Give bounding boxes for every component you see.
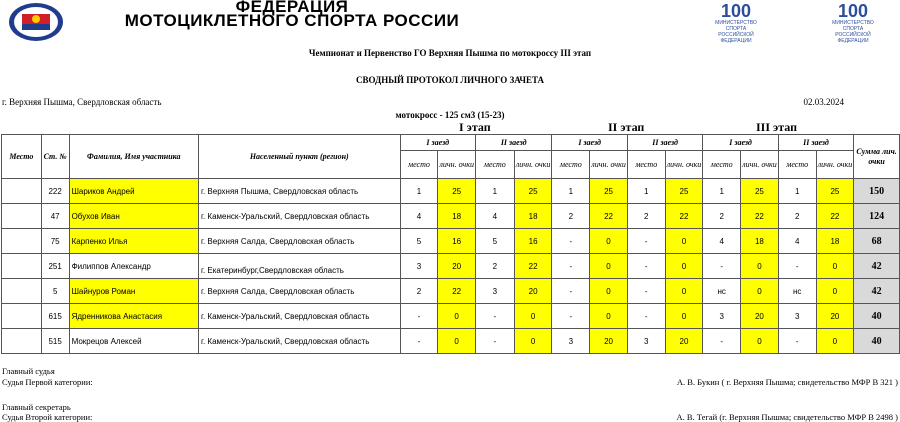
points-cell: 20: [590, 329, 628, 354]
rider-name-cell: Обухов Иван: [69, 204, 198, 229]
points-cell: 22: [514, 254, 552, 279]
position-cell: -: [475, 304, 514, 329]
col-s3-race2: II заезд: [778, 135, 853, 151]
points-cell: 0: [665, 254, 703, 279]
points-cell: 0: [741, 329, 779, 354]
col-points: личн. очки: [741, 151, 779, 179]
position-cell: 5: [400, 229, 438, 254]
place-cell: [2, 279, 42, 304]
table-row: [2, 229, 900, 254]
points-cell: 20: [514, 279, 552, 304]
total-cell: 68: [854, 229, 900, 254]
table-row: [2, 304, 900, 329]
col-s3-race1: I заезд: [703, 135, 778, 151]
start-number-cell: 222: [41, 179, 69, 204]
position-cell: 1: [703, 179, 741, 204]
position-cell: 4: [475, 204, 514, 229]
col-points: личн. очки: [816, 151, 854, 179]
col-position: место: [627, 151, 665, 179]
position-cell: нс: [703, 279, 741, 304]
rider-name-cell: Мокрецов Алексей: [69, 329, 198, 354]
championship-title: Чемпионат и Первенство ГО Верхняя Пышма по мотокроссу III этап: [308, 48, 592, 58]
points-cell: 0: [741, 279, 779, 304]
table-row: [2, 254, 900, 279]
points-cell: 18: [514, 204, 552, 229]
rider-name-cell: Шариков Андрей: [69, 179, 198, 204]
chief-secretary-label: Главный секретарь: [2, 402, 71, 412]
centenary-badge-1: 100 МИНИСТЕРСТВО СПОРТА РОССИЙСКОЙ ФЕДЕРАЦИИ: [715, 1, 757, 44]
position-cell: 5: [475, 229, 514, 254]
points-cell: 22: [816, 204, 854, 229]
position-cell: -: [703, 254, 741, 279]
points-cell: 22: [741, 204, 779, 229]
points-cell: 25: [438, 179, 476, 204]
position-cell: -: [552, 229, 590, 254]
table-row: [2, 179, 900, 204]
position-cell: -: [400, 329, 438, 354]
position-cell: 2: [552, 204, 590, 229]
points-cell: 0: [816, 279, 854, 304]
points-cell: 18: [816, 229, 854, 254]
points-cell: 22: [665, 204, 703, 229]
col-s1-race2: II заезд: [475, 135, 551, 151]
points-cell: 0: [816, 329, 854, 354]
start-number-cell: 615: [41, 304, 69, 329]
position-cell: 2: [778, 204, 816, 229]
col-locality: Населенный пункт (регион): [199, 135, 401, 179]
col-place: Место: [2, 135, 42, 179]
col-position: место: [703, 151, 741, 179]
chief-judge-name: А. В. Букин ( г. Верхняя Пышма; свидетельство МФР В 321 ): [676, 377, 898, 387]
position-cell: 2: [475, 254, 514, 279]
locality-cell: г. Каменск-Уральский, Свердловская область: [199, 304, 401, 329]
protocol-title: СВОДНЫЙ ПРОТОКОЛ ЛИЧНОГО ЗАЧЕТА: [355, 75, 545, 85]
col-s2-race2: II заезд: [627, 135, 702, 151]
place-cell: [2, 204, 42, 229]
position-cell: -: [627, 229, 665, 254]
points-cell: 20: [438, 254, 476, 279]
position-cell: 3: [552, 329, 590, 354]
table-row: [2, 204, 900, 229]
points-cell: 25: [665, 179, 703, 204]
col-points: личн. очки: [514, 151, 552, 179]
locality-cell: г. Каменск-Уральский, Свердловская область: [199, 329, 401, 354]
place-cell: [2, 229, 42, 254]
points-cell: 18: [741, 229, 779, 254]
total-cell: 42: [854, 254, 900, 279]
col-s2-race1: I заезд: [552, 135, 627, 151]
position-cell: 1: [475, 179, 514, 204]
total-cell: 124: [854, 204, 900, 229]
total-cell: 40: [854, 304, 900, 329]
points-cell: 0: [438, 304, 476, 329]
col-s1-race1: I заезд: [400, 135, 475, 151]
position-cell: 2: [703, 204, 741, 229]
stage-3-title: III этап: [756, 120, 797, 134]
col-position: место: [400, 151, 438, 179]
place-cell: [2, 179, 42, 204]
rider-name-cell: Филиппов Александр: [69, 254, 198, 279]
chief-secretary-name: А. В. Тегай (г. Верхняя Пышма; свидетельство МФР В 2498 ): [676, 412, 898, 422]
col-position: место: [552, 151, 590, 179]
position-cell: -: [475, 329, 514, 354]
position-cell: -: [627, 279, 665, 304]
points-cell: 0: [741, 254, 779, 279]
federation-title: ФЕДЕРАЦИЯ МОТОЦИКЛЕТНОГО СПОРТА РОССИИ: [124, 0, 460, 30]
col-name: Фамилия, Имя участника: [69, 135, 198, 179]
start-number-cell: 47: [41, 204, 69, 229]
start-number-cell: 251: [41, 254, 69, 279]
position-cell: -: [627, 254, 665, 279]
position-cell: -: [552, 279, 590, 304]
col-position: место: [475, 151, 514, 179]
position-cell: 4: [703, 229, 741, 254]
position-cell: 3: [778, 304, 816, 329]
start-number-cell: 75: [41, 229, 69, 254]
points-cell: 0: [590, 279, 628, 304]
col-total: Сумма лич. очки: [854, 135, 900, 179]
position-cell: -: [627, 304, 665, 329]
points-cell: 18: [438, 204, 476, 229]
position-cell: 1: [778, 179, 816, 204]
points-cell: 0: [514, 329, 552, 354]
position-cell: 4: [400, 204, 438, 229]
position-cell: -: [778, 329, 816, 354]
rider-name-cell: Карпенко Илья: [69, 229, 198, 254]
start-number-cell: 515: [41, 329, 69, 354]
position-cell: 1: [627, 179, 665, 204]
points-cell: 0: [816, 254, 854, 279]
place-cell: [2, 304, 42, 329]
total-cell: 40: [854, 329, 900, 354]
col-points: личн. очки: [438, 151, 476, 179]
points-cell: 25: [514, 179, 552, 204]
stage-2-title: II этап: [608, 120, 645, 134]
points-cell: 25: [816, 179, 854, 204]
place-cell: [2, 254, 42, 279]
stage-1-title: I этап: [459, 120, 491, 134]
position-cell: 1: [552, 179, 590, 204]
rider-name-cell: Шайнуров Роман: [69, 279, 198, 304]
position-cell: 3: [703, 304, 741, 329]
event-date: 02.03.2024: [803, 97, 844, 107]
centenary-badge-2: 100 МИНИСТЕРСТВО СПОРТА РОССИЙСКОЙ ФЕДЕРАЦИИ: [832, 1, 874, 44]
points-cell: 25: [590, 179, 628, 204]
col-points: личн. очки: [665, 151, 703, 179]
locality-cell: г. Каменск-Уральский, Свердловская область: [199, 204, 401, 229]
points-cell: 0: [665, 229, 703, 254]
position-cell: 1: [400, 179, 438, 204]
position-cell: -: [400, 304, 438, 329]
table-row: [2, 279, 900, 304]
position-cell: 2: [627, 204, 665, 229]
class-name: мотокросс - 125 см3 (15-23): [395, 110, 505, 120]
place-cell: [2, 329, 42, 354]
chief-judge-category: Судья Первой категории:: [2, 377, 93, 387]
position-cell: -: [552, 254, 590, 279]
position-cell: 3: [627, 329, 665, 354]
points-cell: 0: [590, 229, 628, 254]
points-cell: 20: [741, 304, 779, 329]
points-cell: 20: [816, 304, 854, 329]
col-start-no: Ст. №: [41, 135, 69, 179]
start-number-cell: 5: [41, 279, 69, 304]
position-cell: нс: [778, 279, 816, 304]
points-cell: 0: [665, 304, 703, 329]
points-cell: 22: [438, 279, 476, 304]
results-table: [1, 134, 900, 354]
col-points: личн. очки: [590, 151, 628, 179]
points-cell: 25: [741, 179, 779, 204]
table-row: [2, 329, 900, 354]
position-cell: 3: [475, 279, 514, 304]
position-cell: 3: [400, 254, 438, 279]
points-cell: 0: [590, 254, 628, 279]
position-cell: -: [778, 254, 816, 279]
locality-cell: г. Верхняя Салда, Свердловская область: [199, 279, 401, 304]
points-cell: 16: [514, 229, 552, 254]
position-cell: 2: [400, 279, 438, 304]
event-location: г. Верхняя Пышма, Свердловская область: [2, 97, 162, 107]
rider-name-cell: Ядренникова Анастасия: [69, 304, 198, 329]
points-cell: 0: [590, 304, 628, 329]
position-cell: -: [703, 329, 741, 354]
locality-cell: г. Верхняя Салда, Свердловская область: [199, 229, 401, 254]
points-cell: 0: [665, 279, 703, 304]
chief-secretary-category: Судья Второй категории:: [2, 412, 93, 422]
points-cell: 0: [438, 329, 476, 354]
federation-logo: [8, 2, 64, 42]
col-position: место: [778, 151, 816, 179]
points-cell: 20: [665, 329, 703, 354]
chief-judge-label: Главный судья: [2, 366, 55, 376]
total-cell: 150: [854, 179, 900, 204]
locality-cell: г. Верхняя Пышма, Свердловская область: [199, 179, 401, 204]
locality-cell: г. Екатеринбург,Свердловская область: [199, 254, 401, 279]
points-cell: 22: [590, 204, 628, 229]
position-cell: 4: [778, 229, 816, 254]
total-cell: 42: [854, 279, 900, 304]
points-cell: 0: [514, 304, 552, 329]
points-cell: 16: [438, 229, 476, 254]
position-cell: -: [552, 304, 590, 329]
